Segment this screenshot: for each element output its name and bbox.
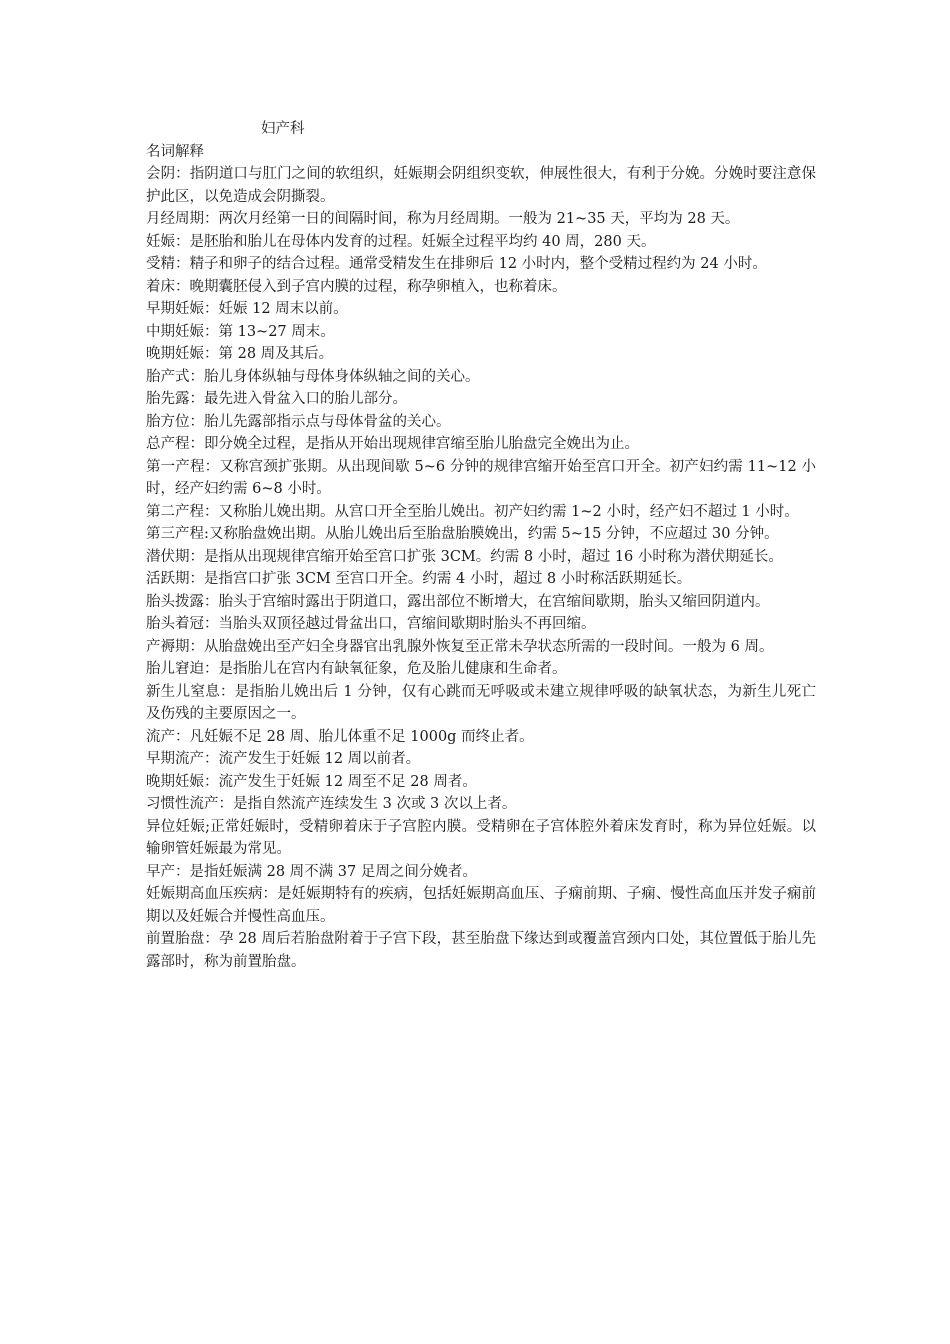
term-entry: 晚期妊娠：第 28 周及其后。 <box>146 346 334 362</box>
term-entry: 总产程：即分娩全过程，是指从开始出现规律宫缩至胎儿胎盘完全娩出为止。 <box>146 436 639 452</box>
term-entry: 异位妊娠;正常妊娠时，受精卵着床于子宫腔内膜。受精卵在子宫体腔外着床发育时，称为异位妊娠。以输卵管妊娠最为常见。 <box>146 818 816 857</box>
term-entry: 胎头着冠：当胎头双顶径越过骨盆出口，宫缩间歇期时胎头不再回缩。 <box>146 616 596 632</box>
document-title: 妇产科 <box>261 121 305 137</box>
term-entry: 早期流产：流产发生于妊娠 12 周以前者。 <box>146 751 421 767</box>
term-entry: 产褥期：从胎盘娩出至产妇全身器官出乳腺外恢复至正常未孕状态所需的一段时间。一般为 6 周。 <box>146 638 774 655</box>
term-entry: 胎先露：最先进入骨盆入口的胎儿部分。 <box>146 391 407 407</box>
term-entry: 活跃期：是指宫口扩张 3CM 至宫口开全。约需 4 小时，超过 8 小时称活跃期延长。 <box>146 571 692 587</box>
term-entry: 月经周期：两次月经第一日的间隔时间，称为月经周期。一般为 21~35 天，平均为 28 天。 <box>146 211 740 227</box>
term-entry: 妊娠期高血压疾病：是妊娠期特有的疾病，包括妊娠期高血压、子痫前期、子痫、慢性高血压并发子痫前期以及妊娠合并慢性高血压。 <box>146 886 816 925</box>
document-body <box>146 118 816 973</box>
term-entry: 新生儿窒息：是指胎儿娩出后 1 分钟，仅有心跳而无呼吸或未建立规律呼吸的缺氧状态，为新生儿死亡及伤残的主要原因之一。 <box>146 683 816 722</box>
term-entry: 早产：是指妊娠满 28 周不满 37 足周之间分娩者。 <box>146 863 477 880</box>
term-entry: 第三产程:又称胎盘娩出期。从胎儿娩出后至胎盘胎膜娩出，约需 5~15 分钟，不应超过 30 分钟。 <box>146 526 779 542</box>
term-entry: 胎头拨露：胎头于宫缩时露出于阴道口，露出部位不断增大，在宫缩间歇期，胎头又缩回阴道内。 <box>146 593 770 610</box>
term-entry: 前置胎盘：孕 28 周后若胎盘附着于子宫下段，甚至胎盘下缘达到或覆盖宫颈内口处，其位置低于胎儿先露部时，称为前置胎盘。 <box>146 931 816 970</box>
term-entry: 第一产程：又称宫颈扩张期。从出现间歇 5~6 分钟的规律宫缩开始至宫口开全。初产妇约需 11~12 小时，经产妇约需 6~8 小时。 <box>146 458 816 497</box>
term-definition-list <box>146 163 816 973</box>
term-entry: 早期妊娠：妊娠 12 周末以前。 <box>146 301 348 317</box>
term-entry: 着床：晚期囊胚侵入到子宫内膜的过程，称孕卵植入，也称着床。 <box>146 278 567 295</box>
term-entry: 会阴：指阴道口与肛门之间的软组织，妊娠期会阴组织变软，伸展性很大，有利于分娩。分娩时要注意保护此区，以免造成会阴撕裂。 <box>146 166 816 205</box>
term-entry: 胎方位：胎儿先露部指示点与母体骨盆的关心。 <box>146 413 451 430</box>
term-entry: 习惯性流产：是指自然流产连续发生 3 次或 3 次以上者。 <box>146 796 517 812</box>
term-entry: 妊娠：是胚胎和胎儿在母体内发育的过程。妊娠全过程平均约 40 周，280 天。 <box>146 233 656 250</box>
section-heading: 名词解释 <box>146 143 204 160</box>
term-entry: 晚期妊娠：流产发生于妊娠 12 周至不足 28 周者。 <box>146 773 477 790</box>
term-entry: 潜伏期：是指从出现规律宫缩开始至宫口扩张 3CM。约需 8 小时，超过 16 小时称为潜伏期延长。 <box>146 548 783 565</box>
term-entry: 胎产式：胎儿身体纵轴与母体身体纵轴之间的关心。 <box>146 368 480 385</box>
term-entry: 中期妊娠：第 13~27 周末。 <box>146 323 335 340</box>
term-entry: 胎儿窘迫：是指胎儿在宫内有缺氧征象，危及胎儿健康和生命者。 <box>146 661 567 677</box>
term-entry: 流产：凡妊娠不足 28 周、胎儿体重不足 1000g 而终止者。 <box>146 728 534 745</box>
term-entry: 第二产程：又称胎儿娩出期。从宫口开全至胎儿娩出。初产妇约需 1~2 小时，经产妇不超过 1 小时。 <box>146 503 799 520</box>
term-entry: 受精：精子和卵子的结合过程。通常受精发生在排卵后 12 小时内，整个受精过程约为 24 小时。 <box>146 256 767 272</box>
